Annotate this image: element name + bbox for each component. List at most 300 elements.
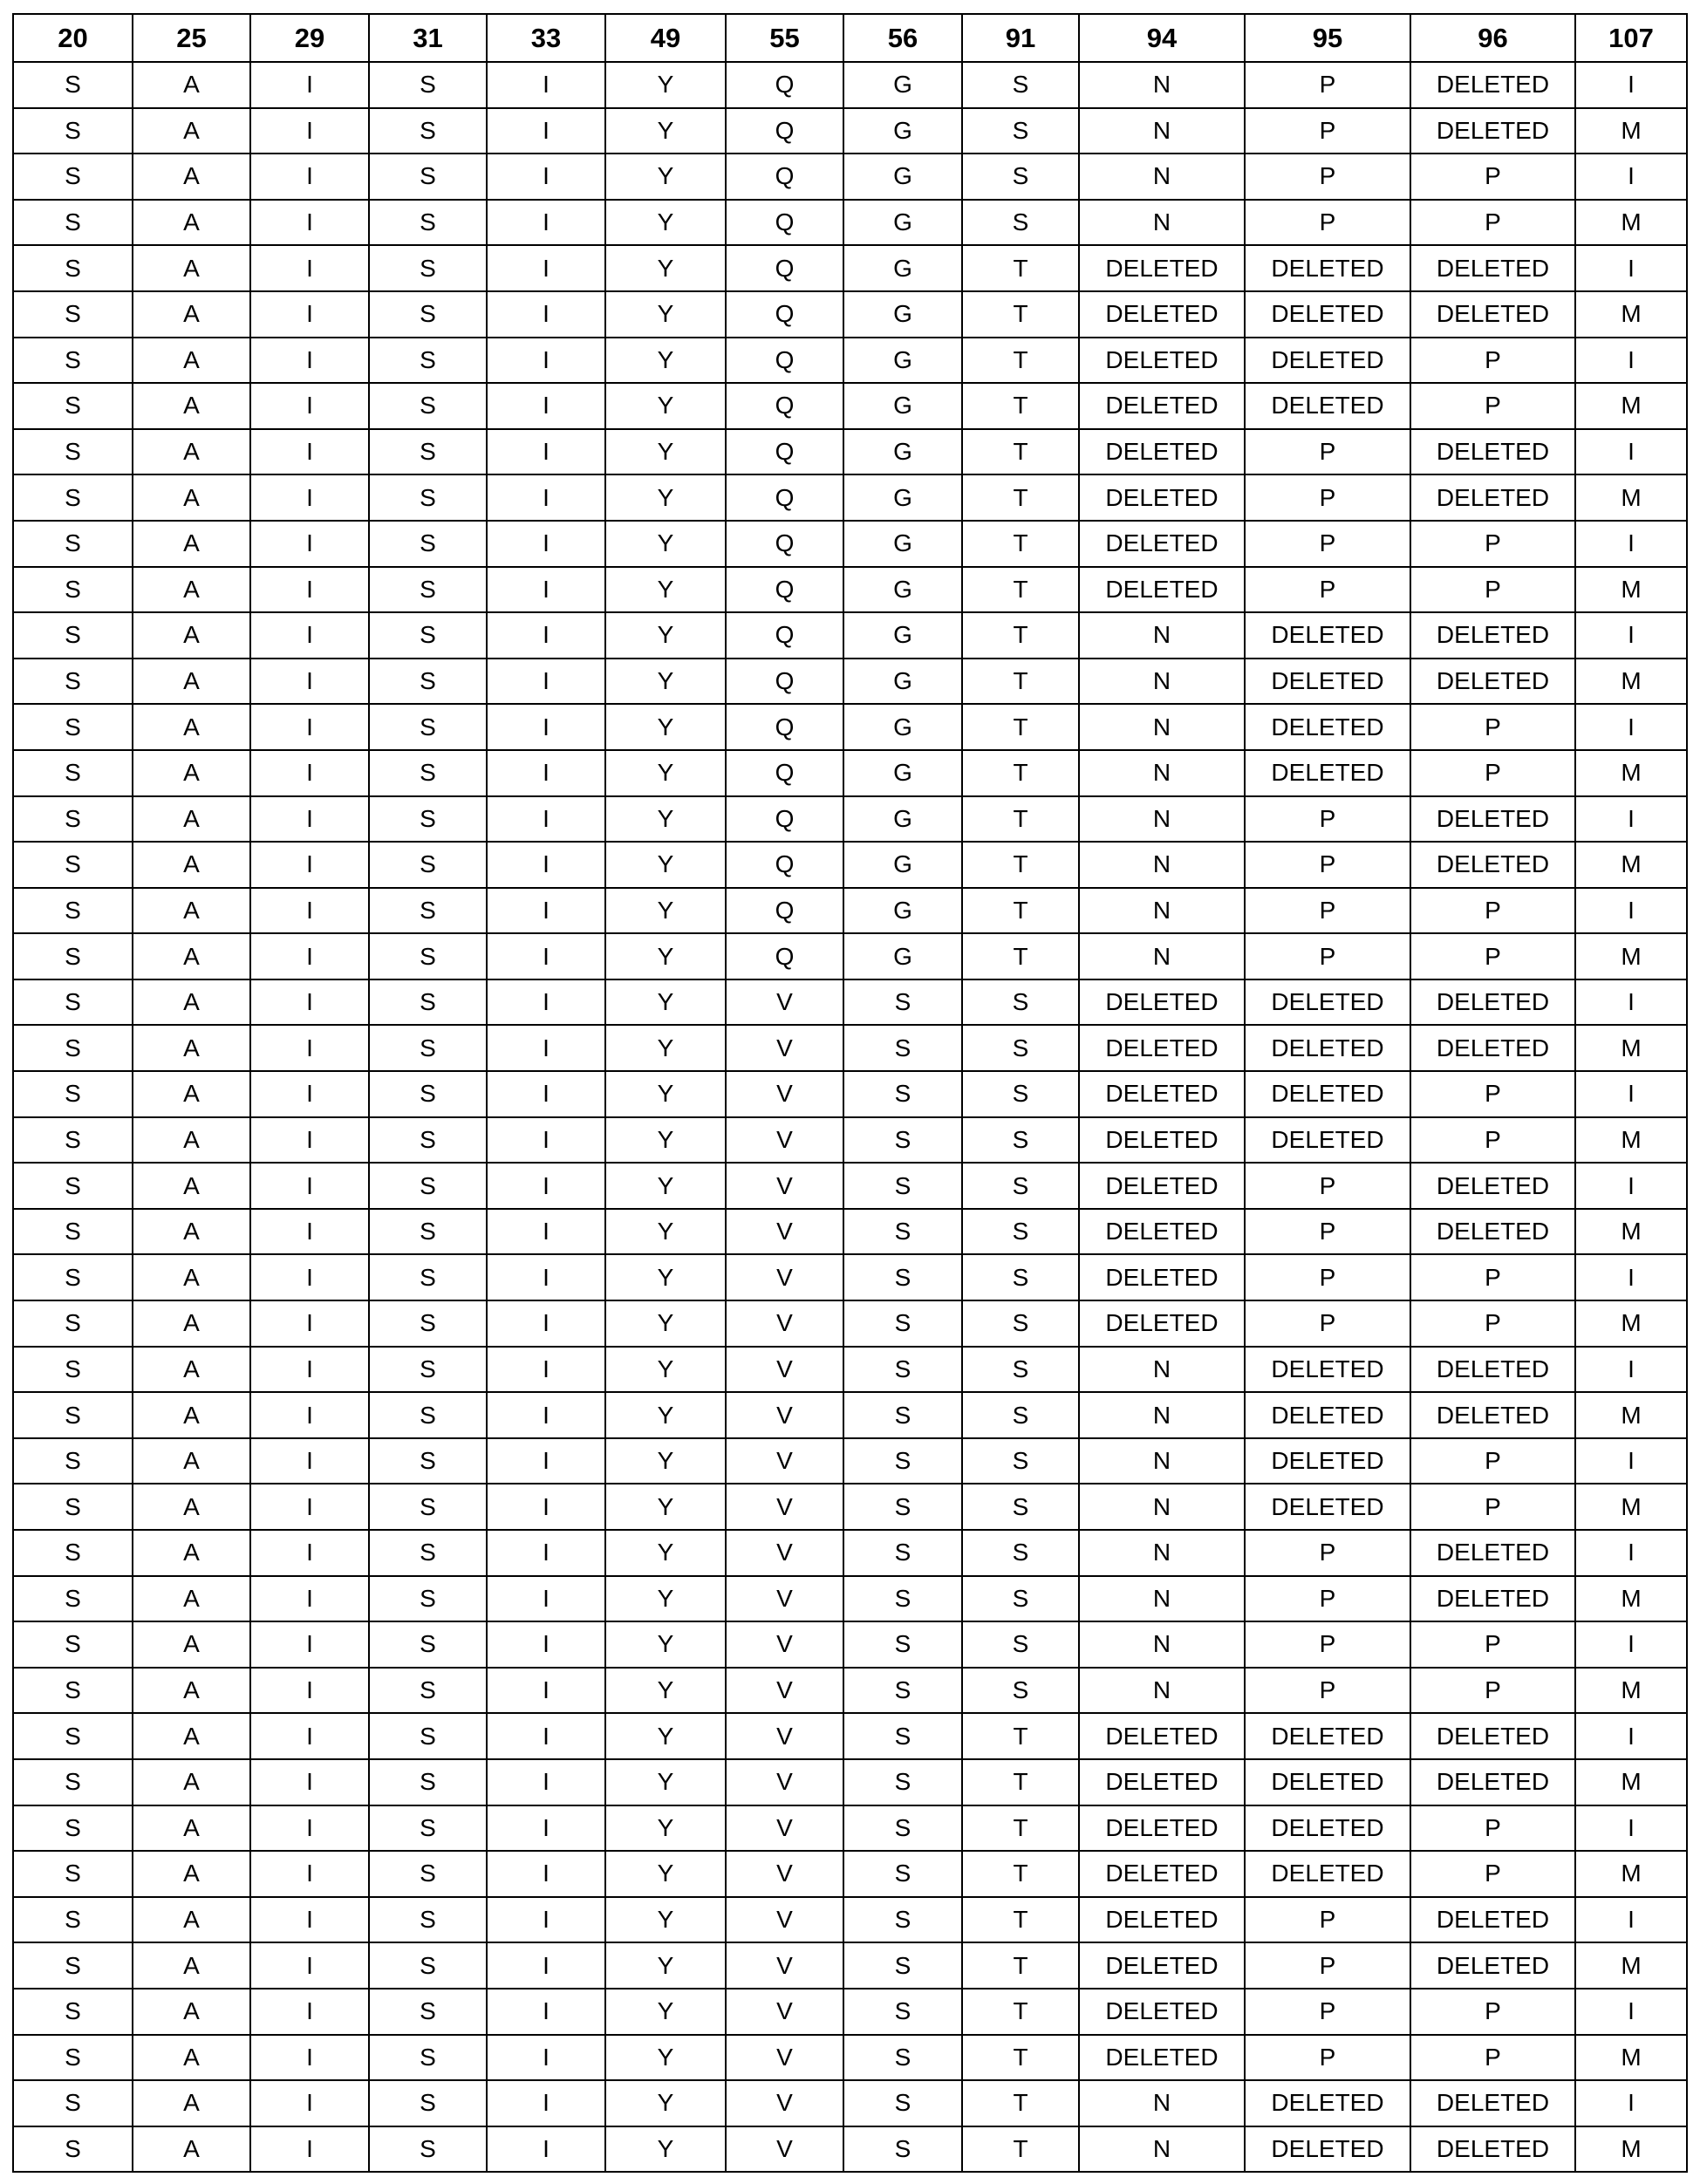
table-cell: T [962, 245, 1079, 291]
column-header-position: 107 [1575, 14, 1687, 62]
table-cell: N [1079, 200, 1245, 246]
table-cell: N [1079, 659, 1245, 705]
table-cell: A [133, 338, 250, 384]
table-cell: S [369, 1163, 487, 1209]
table-cell: Q [726, 429, 843, 475]
table-cell: DELETED [1079, 1759, 1245, 1805]
table-cell: P [1245, 567, 1410, 613]
table-cell: I [250, 521, 369, 567]
table-cell: I [487, 1392, 605, 1438]
table-row [13, 1851, 1687, 1897]
table-cell: DELETED [1079, 1851, 1245, 1897]
table-cell: V [726, 1025, 843, 1071]
table-cell: S [369, 1484, 487, 1530]
table-cell: I [487, 796, 605, 843]
table-cell: I [487, 1117, 605, 1164]
table-row [13, 2080, 1687, 2126]
table-cell: Q [726, 750, 843, 796]
table-cell: S [843, 1805, 962, 1852]
table-cell: DELETED [1079, 1713, 1245, 1759]
table-cell: S [843, 1668, 962, 1714]
table-cell: I [1575, 338, 1687, 384]
table-cell: Q [726, 659, 843, 705]
table-cell: I [1575, 704, 1687, 750]
table-cell: A [133, 1668, 250, 1714]
table-cell: DELETED [1079, 291, 1245, 338]
table-cell: S [369, 154, 487, 200]
table-cell: I [487, 612, 605, 659]
table-cell: V [726, 1438, 843, 1484]
column-header-position: 95 [1245, 14, 1410, 62]
table-cell: I [487, 1942, 605, 1989]
table-cell: DELETED [1245, 1117, 1410, 1164]
table-cell: V [726, 1071, 843, 1117]
table-cell: A [133, 979, 250, 1026]
table-cell: Q [726, 245, 843, 291]
table-cell: I [250, 1484, 369, 1530]
table-cell: Y [605, 1759, 726, 1805]
table-cell: S [13, 1805, 133, 1852]
table-cell: S [369, 1759, 487, 1805]
table-cell: P [1410, 888, 1575, 934]
table-cell: DELETED [1410, 2126, 1575, 2173]
table-cell: DELETED [1245, 612, 1410, 659]
table-cell: Y [605, 1530, 726, 1576]
table-cell: S [369, 704, 487, 750]
table-cell: S [13, 1897, 133, 1943]
table-row [13, 567, 1687, 613]
table-cell: P [1410, 1851, 1575, 1897]
table-cell: I [487, 429, 605, 475]
table-cell: S [962, 200, 1079, 246]
table-cell: N [1079, 796, 1245, 843]
table-cell: Y [605, 1621, 726, 1668]
table-cell: S [843, 1438, 962, 1484]
table-cell: I [487, 1805, 605, 1852]
table-cell: DELETED [1079, 2035, 1245, 2081]
table-cell: S [369, 2080, 487, 2126]
table-cell: Y [605, 521, 726, 567]
table-cell: DELETED [1245, 659, 1410, 705]
table-cell: G [843, 842, 962, 888]
table-cell: T [962, 1713, 1079, 1759]
table-cell: S [369, 1989, 487, 2035]
table-cell: S [13, 1989, 133, 2035]
table-cell: A [133, 1209, 250, 1255]
table-cell: S [369, 108, 487, 154]
table-cell: T [962, 1897, 1079, 1943]
table-cell: S [13, 1668, 133, 1714]
table-cell: S [843, 1254, 962, 1300]
table-cell: T [962, 933, 1079, 979]
table-cell: G [843, 567, 962, 613]
table-cell: T [962, 659, 1079, 705]
table-cell: DELETED [1079, 1025, 1245, 1071]
table-cell: S [843, 1621, 962, 1668]
table-cell: A [133, 1163, 250, 1209]
table-header-row [13, 14, 1687, 62]
table-cell: G [843, 796, 962, 843]
table-cell: A [133, 2035, 250, 2081]
table-cell: I [487, 1025, 605, 1071]
table-cell: S [369, 842, 487, 888]
table-cell: S [962, 979, 1079, 1026]
table-cell: S [369, 567, 487, 613]
table-cell: I [487, 888, 605, 934]
table-cell: S [369, 750, 487, 796]
table-cell: S [369, 1117, 487, 1164]
table-cell: Y [605, 338, 726, 384]
table-cell: Y [605, 1942, 726, 1989]
table-cell: V [726, 2126, 843, 2173]
table-cell: N [1079, 1530, 1245, 1576]
table-row [13, 1392, 1687, 1438]
table-cell: V [726, 1851, 843, 1897]
column-header-position: 91 [962, 14, 1079, 62]
table-cell: I [250, 1530, 369, 1576]
table-cell: DELETED [1245, 1851, 1410, 1897]
table-cell: G [843, 429, 962, 475]
table-cell: A [133, 1942, 250, 1989]
table-cell: I [487, 154, 605, 200]
table-cell: A [133, 1484, 250, 1530]
table-cell: P [1245, 1989, 1410, 2035]
table-cell: Y [605, 291, 726, 338]
table-cell: A [133, 1713, 250, 1759]
table-cell: S [369, 1668, 487, 1714]
table-cell: A [133, 1530, 250, 1576]
table-cell: A [133, 200, 250, 246]
table-row [13, 1713, 1687, 1759]
table-cell: Q [726, 933, 843, 979]
table-cell: I [487, 521, 605, 567]
table-row [13, 521, 1687, 567]
table-cell: I [1575, 1989, 1687, 2035]
table-cell: DELETED [1410, 1897, 1575, 1943]
table-cell: M [1575, 200, 1687, 246]
table-cell: S [962, 1621, 1079, 1668]
table-cell: P [1245, 1576, 1410, 1622]
table-cell: I [487, 2080, 605, 2126]
table-cell: I [250, 1805, 369, 1852]
table-cell: T [962, 474, 1079, 521]
table-cell: S [843, 1300, 962, 1347]
table-cell: S [369, 2035, 487, 2081]
table-cell: DELETED [1410, 1392, 1575, 1438]
table-cell: Y [605, 154, 726, 200]
table-cell: Y [605, 1254, 726, 1300]
table-cell: DELETED [1245, 383, 1410, 429]
table-cell: I [250, 1759, 369, 1805]
table-cell: S [369, 1713, 487, 1759]
table-cell: P [1245, 1897, 1410, 1943]
table-cell: S [369, 1254, 487, 1300]
table-cell: T [962, 2035, 1079, 2081]
table-cell: DELETED [1079, 1117, 1245, 1164]
table-cell: DELETED [1079, 1942, 1245, 1989]
column-header-position: 20 [13, 14, 133, 62]
table-cell: P [1410, 1484, 1575, 1530]
table-cell: V [726, 1989, 843, 2035]
table-cell: M [1575, 383, 1687, 429]
table-cell: V [726, 1621, 843, 1668]
table-cell: I [487, 1163, 605, 1209]
table-row [13, 108, 1687, 154]
table-cell: I [487, 474, 605, 521]
table-cell: I [1575, 1071, 1687, 1117]
table-cell: P [1245, 521, 1410, 567]
table-cell: S [369, 1530, 487, 1576]
table-cell: V [726, 1942, 843, 1989]
table-cell: T [962, 567, 1079, 613]
table-cell: I [250, 567, 369, 613]
table-cell: I [250, 1897, 369, 1943]
table-cell: S [13, 659, 133, 705]
table-cell: S [13, 1025, 133, 1071]
table-cell: DELETED [1410, 1942, 1575, 1989]
table-cell: S [13, 1071, 133, 1117]
table-cell: Y [605, 933, 726, 979]
table-cell: I [250, 2035, 369, 2081]
table-cell: S [369, 1576, 487, 1622]
table-cell: I [250, 1621, 369, 1668]
table-cell: Y [605, 62, 726, 108]
table-cell: A [133, 796, 250, 843]
table-cell: S [962, 1071, 1079, 1117]
table-cell: P [1410, 750, 1575, 796]
table-cell: P [1245, 842, 1410, 888]
table-cell: M [1575, 567, 1687, 613]
table-cell: DELETED [1245, 704, 1410, 750]
table-row [13, 1576, 1687, 1622]
table-cell: A [133, 474, 250, 521]
table-cell: Y [605, 796, 726, 843]
table-cell: DELETED [1410, 1576, 1575, 1622]
table-cell: I [250, 659, 369, 705]
table-cell: V [726, 2080, 843, 2126]
table-cell: Y [605, 1484, 726, 1530]
table-cell: A [133, 245, 250, 291]
table-cell: DELETED [1245, 1759, 1410, 1805]
table-cell: T [962, 1989, 1079, 2035]
table-cell: G [843, 933, 962, 979]
table-cell: A [133, 933, 250, 979]
table-row [13, 1347, 1687, 1393]
table-cell: DELETED [1410, 612, 1575, 659]
table-cell: S [962, 1576, 1079, 1622]
table-row [13, 612, 1687, 659]
column-header-position: 33 [487, 14, 605, 62]
table-cell: A [133, 659, 250, 705]
table-row [13, 1438, 1687, 1484]
table-cell: T [962, 796, 1079, 843]
table-cell: I [250, 1713, 369, 1759]
table-cell: Y [605, 842, 726, 888]
table-cell: S [369, 1621, 487, 1668]
table-cell: S [369, 1209, 487, 1255]
table-cell: DELETED [1410, 62, 1575, 108]
table-cell: Y [605, 1071, 726, 1117]
table-cell: V [726, 1163, 843, 1209]
table-row [13, 704, 1687, 750]
table-cell: P [1245, 62, 1410, 108]
table-cell: DELETED [1079, 245, 1245, 291]
table-cell: P [1410, 1300, 1575, 1347]
column-header-position: 56 [843, 14, 962, 62]
table-cell: T [962, 1759, 1079, 1805]
table-cell: I [250, 842, 369, 888]
table-cell: Y [605, 200, 726, 246]
table-cell: S [843, 1851, 962, 1897]
table-cell: I [250, 1025, 369, 1071]
table-cell: G [843, 474, 962, 521]
table-cell: I [487, 2126, 605, 2173]
table-cell: Y [605, 1576, 726, 1622]
table-cell: I [1575, 429, 1687, 475]
table-cell: S [13, 474, 133, 521]
table-row [13, 1897, 1687, 1943]
table-cell: A [133, 842, 250, 888]
table-cell: S [13, 154, 133, 200]
table-cell: P [1410, 567, 1575, 613]
table-cell: DELETED [1079, 1300, 1245, 1347]
table-cell: V [726, 1805, 843, 1852]
table-cell: P [1410, 521, 1575, 567]
table-cell: S [13, 933, 133, 979]
table-cell: M [1575, 750, 1687, 796]
table-cell: N [1079, 888, 1245, 934]
table-cell: S [13, 383, 133, 429]
column-header-position: 94 [1079, 14, 1245, 62]
table-cell: S [962, 1392, 1079, 1438]
table-cell: DELETED [1410, 108, 1575, 154]
table-cell: S [13, 1438, 133, 1484]
table-cell: S [13, 750, 133, 796]
table-cell: V [726, 1254, 843, 1300]
table-cell: S [369, 338, 487, 384]
table-cell: S [843, 1163, 962, 1209]
table-cell: T [962, 750, 1079, 796]
table-cell: S [843, 1897, 962, 1943]
table-cell: A [133, 1392, 250, 1438]
table-cell: A [133, 1300, 250, 1347]
table-cell: I [250, 2080, 369, 2126]
table-cell: S [13, 1254, 133, 1300]
table-cell: DELETED [1410, 1209, 1575, 1255]
table-cell: S [13, 2080, 133, 2126]
table-cell: S [369, 1805, 487, 1852]
table-cell: I [1575, 1347, 1687, 1393]
table-cell: P [1245, 1254, 1410, 1300]
table-cell: S [369, 1438, 487, 1484]
table-cell: I [1575, 154, 1687, 200]
table-row [13, 1117, 1687, 1164]
table-cell: I [487, 1438, 605, 1484]
table-row [13, 750, 1687, 796]
table-cell: I [250, 1392, 369, 1438]
table-cell: I [487, 659, 605, 705]
table-cell: A [133, 1576, 250, 1622]
table-cell: V [726, 1759, 843, 1805]
table-cell: I [250, 1942, 369, 1989]
table-cell: I [487, 979, 605, 1026]
table-cell: S [369, 1942, 487, 1989]
table-row [13, 1300, 1687, 1347]
table-cell: I [487, 2035, 605, 2081]
table-cell: P [1245, 1621, 1410, 1668]
table-cell: M [1575, 2035, 1687, 2081]
table-cell: I [250, 979, 369, 1026]
table-cell: I [487, 842, 605, 888]
table-cell: I [1575, 1713, 1687, 1759]
table-cell: I [1575, 62, 1687, 108]
table-cell: T [962, 429, 1079, 475]
table-cell: S [369, 1851, 487, 1897]
table-cell: DELETED [1079, 1071, 1245, 1117]
table-cell: M [1575, 659, 1687, 705]
table-cell: T [962, 842, 1079, 888]
table-cell: S [13, 1163, 133, 1209]
table-cell: S [843, 2126, 962, 2173]
table-cell: A [133, 1254, 250, 1300]
table-cell: I [250, 1851, 369, 1897]
table-cell: DELETED [1245, 1347, 1410, 1393]
table-cell: P [1410, 200, 1575, 246]
table-cell: I [250, 796, 369, 843]
table-cell: T [962, 1805, 1079, 1852]
table-cell: S [13, 1392, 133, 1438]
table-cell: P [1245, 888, 1410, 934]
table-cell: Y [605, 750, 726, 796]
table-cell: DELETED [1245, 338, 1410, 384]
table-cell: A [133, 1989, 250, 2035]
table-cell: I [250, 1576, 369, 1622]
table-cell: S [843, 1392, 962, 1438]
table-cell: Y [605, 1300, 726, 1347]
table-cell: S [13, 1851, 133, 1897]
table-cell: P [1245, 108, 1410, 154]
table-cell: S [843, 1759, 962, 1805]
table-cell: S [13, 1484, 133, 1530]
table-cell: S [13, 429, 133, 475]
table-row [13, 979, 1687, 1026]
table-cell: N [1079, 62, 1245, 108]
residue-substitution-table [12, 13, 1688, 2173]
table-cell: DELETED [1245, 979, 1410, 1026]
table-cell: DELETED [1245, 1805, 1410, 1852]
table-cell: S [843, 2080, 962, 2126]
table-cell: T [962, 1942, 1079, 1989]
table-cell: M [1575, 1484, 1687, 1530]
table-cell: G [843, 108, 962, 154]
table-cell: Y [605, 1438, 726, 1484]
table-cell: DELETED [1079, 567, 1245, 613]
table-row [13, 200, 1687, 246]
table-cell: I [250, 1163, 369, 1209]
table-cell: DELETED [1079, 1989, 1245, 2035]
table-cell: Y [605, 1851, 726, 1897]
table-cell: T [962, 2080, 1079, 2126]
table-cell: I [1575, 979, 1687, 1026]
table-cell: S [962, 1025, 1079, 1071]
table-cell: S [369, 979, 487, 1026]
table-row [13, 2035, 1687, 2081]
table-cell: T [962, 2126, 1079, 2173]
table-cell: V [726, 1668, 843, 1714]
table-cell: P [1245, 1163, 1410, 1209]
table-cell: Q [726, 474, 843, 521]
table-cell: I [487, 1484, 605, 1530]
